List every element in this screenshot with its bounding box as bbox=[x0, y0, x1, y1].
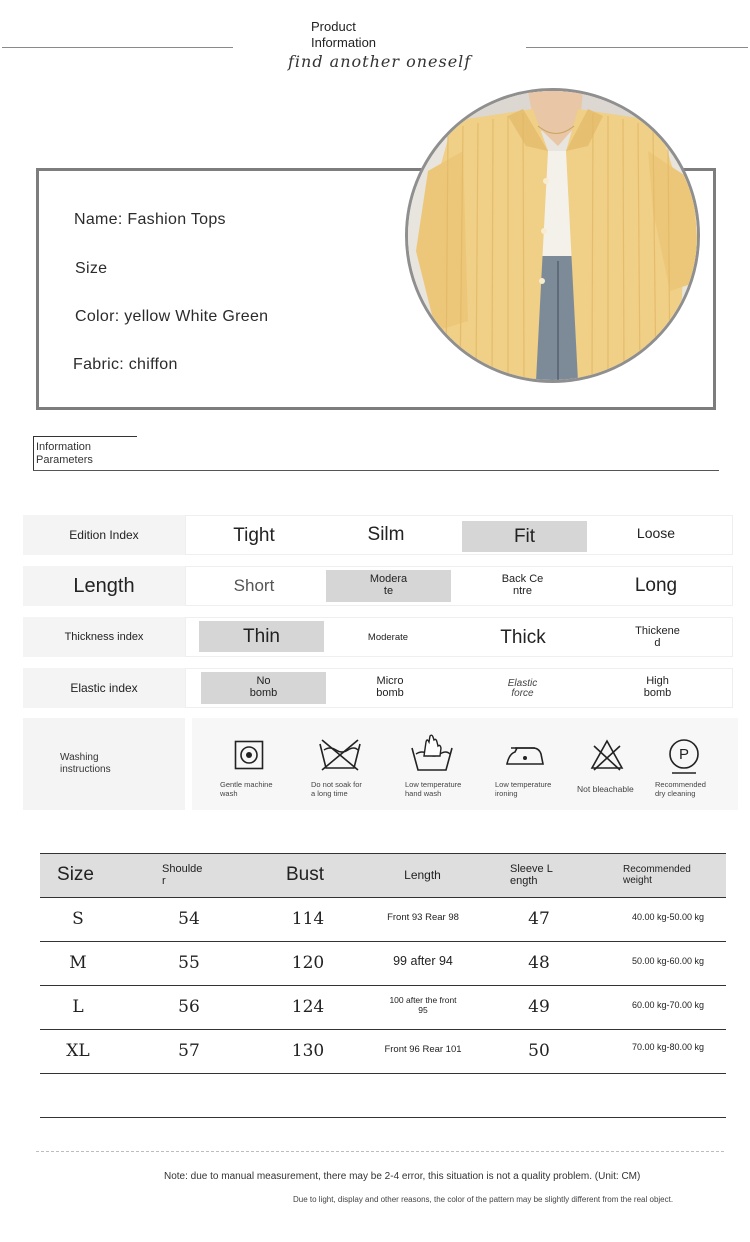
table-cell-shoulder: 54 bbox=[178, 909, 200, 929]
product-photo bbox=[405, 88, 700, 383]
info-color: Color: yellow White Green bbox=[75, 308, 269, 325]
table-cell-size: S bbox=[72, 909, 84, 929]
no-soak-icon bbox=[318, 738, 362, 772]
table-cell-size: L bbox=[72, 997, 84, 1017]
elastic-option-high-bomb: High bomb bbox=[643, 675, 672, 699]
length-option-short: Short bbox=[233, 576, 275, 596]
page-title: Product Information bbox=[311, 19, 377, 50]
edition-option-loose: Loose bbox=[636, 524, 676, 541]
table-line bbox=[40, 1073, 726, 1074]
table-cell-shoulder: 57 bbox=[178, 1041, 200, 1061]
table-cell-shoulder: 56 bbox=[178, 997, 200, 1017]
elastic-option-no-bomb: No bomb bbox=[201, 672, 326, 704]
table-cell-weight: 60.00 kg-70.00 kg bbox=[631, 1000, 705, 1010]
svg-text:P: P bbox=[678, 746, 690, 763]
length-index-label: Length bbox=[23, 566, 185, 606]
table-cell-bust: 114 bbox=[291, 909, 325, 929]
thickness-option-thick: Thick bbox=[500, 627, 546, 649]
thickness-option-moderate: Moderate bbox=[367, 632, 409, 644]
table-cell-bust: 124 bbox=[291, 997, 325, 1017]
table-cell-length: 99 after 94 bbox=[393, 954, 453, 968]
wash-caption-machine: Gentle machine wash bbox=[220, 780, 273, 798]
table-cell-bust: 130 bbox=[291, 1041, 325, 1061]
length-option-moderate: Modera te bbox=[326, 570, 451, 602]
table-cell-length: Front 93 Rear 98 bbox=[387, 911, 459, 923]
washing-label-box bbox=[23, 718, 185, 810]
table-cell-shoulder: 55 bbox=[178, 953, 200, 973]
elastic-option-micro-bomb: Micro bomb bbox=[376, 675, 404, 699]
header-line-right bbox=[526, 47, 748, 48]
edition-index-label: Edition Index bbox=[23, 515, 185, 555]
table-cell-weight: 40.00 kg-50.00 kg bbox=[631, 912, 705, 922]
wash-caption-no-soak: Do not soak for a long time bbox=[311, 780, 362, 798]
col-header-size: Size bbox=[57, 864, 94, 885]
table-cell-sleeve: 49 bbox=[528, 997, 550, 1017]
col-header-recommended-weight: Recommended weight bbox=[623, 864, 691, 886]
notes-divider bbox=[36, 1151, 724, 1152]
elastic-index-label: Elastic index bbox=[23, 668, 185, 708]
table-cell-size: XL bbox=[66, 1041, 90, 1061]
header-script-text: find another oneself bbox=[288, 52, 472, 71]
machine-wash-icon bbox=[234, 740, 264, 770]
length-option-back-centre: Back Ce ntre bbox=[501, 573, 544, 597]
header-line-left bbox=[2, 47, 233, 48]
dry-clean-icon bbox=[667, 738, 701, 776]
table-cell-size: M bbox=[69, 953, 87, 973]
col-header-shoulder: Shoulde r bbox=[162, 863, 203, 887]
params-vertical-bar bbox=[33, 436, 34, 470]
edition-option-fit: Fit bbox=[462, 521, 587, 552]
table-line bbox=[40, 1117, 726, 1118]
params-underline-long bbox=[33, 470, 719, 471]
col-header-length: Length bbox=[404, 868, 441, 882]
info-name: Name: Fashion Tops bbox=[74, 211, 226, 228]
thickness-option-thin: Thin bbox=[199, 621, 324, 652]
note-measurement: Note: due to manual measurement, there may be 2-4 error, this situation is not a quality problem. (Unit: CM) bbox=[164, 1171, 641, 1182]
wash-caption-dry-clean: Recommended dry cleaning bbox=[655, 780, 706, 798]
iron-icon bbox=[505, 740, 545, 770]
params-label: Information Parameters bbox=[36, 441, 93, 466]
table-cell-length: Front 96 Rear 101 bbox=[384, 1043, 462, 1055]
col-header-sleeve-length: Sleeve L ength bbox=[510, 863, 553, 887]
thickness-option-thickened: Thickene d bbox=[635, 625, 680, 649]
table-cell-sleeve: 48 bbox=[528, 953, 550, 973]
hand-wash-icon bbox=[410, 734, 454, 772]
table-cell-sleeve: 47 bbox=[528, 909, 550, 929]
wash-caption-iron: Low temperature ironing bbox=[495, 780, 552, 798]
product-photo-illustration bbox=[408, 91, 700, 383]
info-fabric: Fabric: chiffon bbox=[73, 356, 178, 373]
table-cell-weight: 70.00 kg-80.00 kg bbox=[631, 1042, 705, 1052]
wash-caption-hand-wash: Low temperature hand wash bbox=[405, 780, 462, 798]
elastic-option-elastic-force: Elastic force bbox=[507, 677, 538, 699]
table-cell-weight: 50.00 kg-60.00 kg bbox=[631, 956, 705, 966]
note-color: Due to light, display and other reasons, the color of the pattern may be slightly different from the real object. bbox=[293, 1195, 674, 1204]
thickness-index-label: Thickness index bbox=[23, 617, 185, 657]
edition-option-tight: Tight bbox=[233, 525, 275, 547]
table-cell-bust: 120 bbox=[291, 953, 325, 973]
table-cell-length: 100 after the front 95 bbox=[389, 995, 457, 1015]
wash-caption-no-bleach: Not bleachable bbox=[577, 784, 634, 794]
info-size: Size bbox=[75, 260, 108, 277]
washing-label: Washing instructions bbox=[60, 752, 111, 775]
edition-option-silm: Silm bbox=[367, 524, 405, 546]
table-cell-sleeve: 50 bbox=[528, 1041, 550, 1061]
no-bleach-icon bbox=[590, 738, 624, 772]
length-option-long: Long bbox=[634, 575, 678, 597]
col-header-bust: Bust bbox=[285, 864, 325, 885]
params-underline-short bbox=[33, 436, 137, 437]
